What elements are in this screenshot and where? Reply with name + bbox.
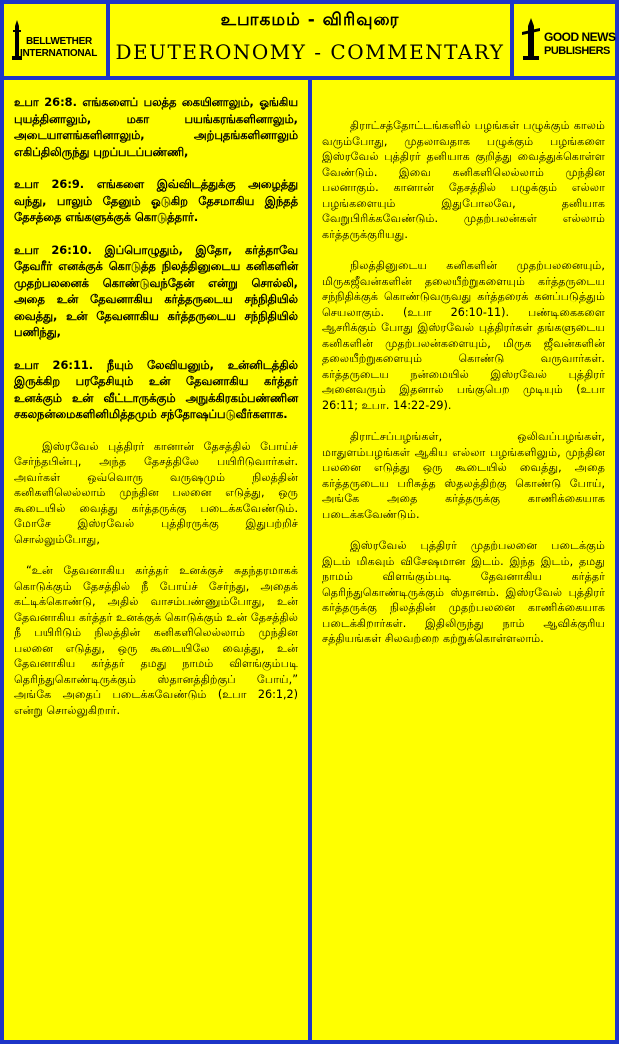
commentary-paragraph: இஸ்ரவேல் புத்திரர் கானான் தேசத்தில் போய்ச் சேர்ந்தபின்பு, அந்த தேசத்திலே பயிரிடுவார்கள். அவர்கள் ஒவ்வொரு வருஷமும் நிலத்தின் கனிகளிலெல்லாம் முந்தின பலனை எடுத்து, ஒரு கூடையில் வைத்து கர்த்தருக்கு படைக்கவேண்டும். மோசே இஸ்ரவேல் புத்திரருக்கு இதுபற்றிச் சொல்லும்போது, (14, 439, 298, 546)
page-title-tamil: உபாகமம் - விரிவுரை (220, 10, 400, 30)
commentary-paragraph: திராட்சப்பழங்கள், ஒலிவப்பழங்கள், மாதுளம்பழங்கள் ஆகிய எல்லா பழங்களிலும், முந்தின பலனை எடுத்து ஒரு கூடையில் வைத்து, அதை கர்த்தருடைய பரிசுத்த ஸ்தலத்திற்கு கொண்டு போய், அங்கே அதை கர்த்தருக்கு காணிக்கையாக படைக்கவேண்டும். (322, 430, 605, 521)
bellwether-logo-line2: INTERNATIONAL (20, 48, 98, 59)
verse-26-11: உபா 26:11. நீயும் லேவியனும், உன்னிடத்தில் இருக்கிற பரதேசியும் உன் தேவனாகிய கர்த்தர் உனக்கும் உன் வீட்டாருக்கும் அநுக்கிரகம்பண்ணின சகலநன்மைகளினிமித்தமும் சந்தோஷப்படுவீர்களாக. (14, 357, 298, 421)
verse-26-8: உபா 26:8. எங்களைப் பலத்த கையினாலும், ஓங்கிய புயத்தினாலும், மகா பயங்கரங்களினாலும், அடையாளங்களினாலும், அற்புதங்களினாலும் எகிப்திலிருந்து புறப்படப்பண்ணி, (14, 95, 298, 159)
right-column (312, 80, 615, 1040)
commentary-paragraph: திராட்சத்தோட்டங்களில் பழங்கள் பழுக்கும் காலம் வரும்போது, முதலாவதாக பழுக்கும் பழங்களை இஸ்ரவேல் புத்திரர் தனியாக குறித்து வைத்துக்கொள்ள வேண்டும். இவை கனிகளிலெல்லாம் முந்தின பலனாகும். கானான் தேசத்தில் பழுக்கும் எல்லா பழங்களையும் இதுபோலவே, தனியாக வேறுபிரிக்கவேண்டும். முதற்பலன்கள் எல்லாம் கர்த்தருக்குரியது. (322, 119, 605, 241)
left-column (4, 80, 308, 1040)
commentary-paragraph: “உன் தேவனாகிய கர்த்தர் உனக்குச் சுதந்தரமாகக் கொடுக்கும் தேசத்தில் நீ போய்ச் சேர்ந்து, அதைக் கட்டிக்கொண்டு, அதில் வாசம்பண்ணும்போது, உன் தேவனாகிய கர்த்தர் உனக்குக் கொடுக்கும் உன் தேசத்தில் நீ பயிரிடும் நிலத்தின் கனிகளிலெல்லாம் முந்தின பலனை எடுத்து, ஒரு கூடையிலே வைத்து, உன் தேவனாகிய கர்த்தர் தமது நாமம் விளங்கும்படி தெரிந்துகொண்டிருக்கும் ஸ்தானத்திற்குப் போய்,” அங்கே அதைப் படைக்கவேண்டும் (உபா 26:1,2) என்று சொல்லுகிறார். (14, 564, 298, 717)
good-news-logo-line2: PUBLISHERS (544, 45, 610, 57)
page-title-english: DEUTERONOMY - COMMENTARY (115, 40, 505, 64)
commentary-paragraph: இஸ்ரவேல் புத்திரர் முதற்பலனை படைக்கும் இடம் மிகவும் விசேஷமான இடம். இந்த இடம், தமது நாமம் விளங்கும்படி தேவனாகிய கர்த்தர் தெரிந்துகொண்டிருக்கும் ஸ்தானம். இஸ்ரவேல் புத்திரர் கர்த்தருக்கு நிலத்தின் முதற்பலனை காணிக்கையாக படைக்கிறார்கள். இதிலிருந்து நாம் ஆவிக்குரிய சத்தியங்கள் சிலவற்றை கற்றுக்கொள்ளலாம். (322, 539, 605, 645)
header-title-panel (110, 4, 510, 76)
bellwether-logo-line1: BELLWETHER (26, 36, 92, 47)
tower-icon (520, 18, 542, 60)
good-news-logo-panel (514, 4, 615, 76)
commentary-paragraph: நிலத்தினுடைய கனிகளின் முதற்பலனையும், மிருகஜீவன்களின் தலையீற்றுகளையும் கர்த்தருடைய சந்நிதிக்குக் கொண்டுவருவது கர்த்தரைக் கனப்படுத்தும் செயலாகும். (உபா 26:10-11). பண்டிகைகளை ஆசரிக்கும் போது இஸ்ரவேல் புத்திரர்கள் தங்களுடைய கனிகளின் முதற்பலன்களையும், மிருக ஜீவன்களின் தலையீற்றுகளையும் கொண்டு வருவார்கள். கர்த்தருடைய நன்மையில் இஸ்ரவேல் புத்திரர் அனைவரும் இதனால் பங்குபெற முடியும் (உபா 26:11; உபா. 14:22-29). (322, 259, 605, 412)
verse-26-9: உபா 26:9. எங்களை இவ்விடத்துக்கு அழைத்து வந்து, பாலும் தேனும் ஓடுகிற தேசமாகிய இந்தத் தேசத்தை எங்களுக்குக் கொடுத்தார். (14, 177, 298, 224)
bellwether-logo-panel (4, 4, 106, 76)
verse-26-10: உபா 26:10. இப்பொழுதும், இதோ, கர்த்தாவே தேவரீர் எனக்குக் கொடுத்த நிலத்தினுடைய கனிகளின் முதற்பலனைக் கொண்டுவந்தேன் என்று சொல்லி, அதை உன் தேவனாகிய கர்த்தருடைய சந்நிதியில் வைத்து, உன் தேவனாகிய கர்த்தருடைய சந்நிதியில் பணிந்து, (14, 242, 298, 339)
good-news-logo-line1: GOOD NEWS (544, 30, 616, 44)
